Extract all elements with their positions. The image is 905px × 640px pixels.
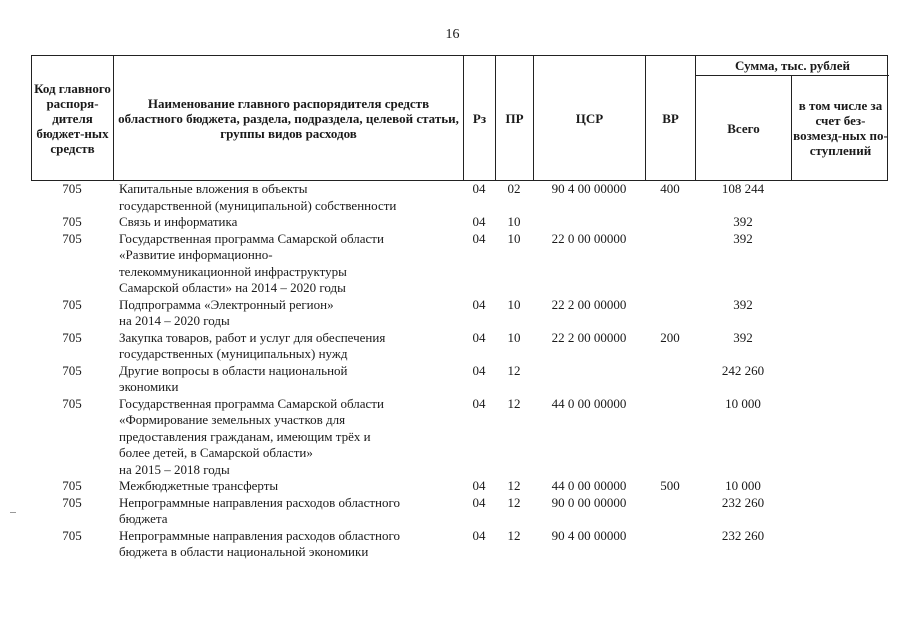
row-name-line: Непрограммные направления расходов областного bbox=[119, 527, 400, 543]
row-rz: 04 bbox=[472, 296, 486, 312]
row-name bbox=[119, 528, 465, 561]
header-code: Код главного распоря-дителя бюджет-ных средств bbox=[32, 56, 114, 180]
row-name-line: Государственная программа Самарской области bbox=[119, 230, 384, 246]
row-code: 705 bbox=[62, 181, 82, 196]
table-row bbox=[31, 181, 888, 214]
table-row bbox=[31, 214, 888, 231]
row-pr: 12 bbox=[507, 478, 521, 493]
row-name-line: Закупка товаров, работ и услуг для обеспечения bbox=[119, 329, 386, 345]
table-row bbox=[31, 330, 888, 363]
row-name bbox=[119, 214, 465, 231]
header-vr: ВР bbox=[646, 56, 696, 180]
row-pr: 10 bbox=[507, 296, 521, 312]
row-total: 232 260 bbox=[721, 494, 765, 510]
row-pr: 02 bbox=[507, 181, 521, 196]
table-row bbox=[31, 363, 888, 396]
row-name-line: на 2015 – 2018 годы bbox=[119, 461, 230, 477]
row-name-line: «Развитие информационно- bbox=[119, 247, 273, 262]
row-rz: 04 bbox=[472, 362, 486, 378]
row-csr: 44 0 00 00000 bbox=[551, 478, 627, 493]
row-name-line: Межбюджетные трансферты bbox=[119, 478, 279, 493]
row-csr: 44 0 00 00000 bbox=[551, 395, 627, 411]
page-number: 16 bbox=[445, 27, 460, 42]
row-total: 10 000 bbox=[725, 395, 761, 411]
row-code: 705 bbox=[62, 296, 82, 312]
row-name-line: Самарской области» на 2014 – 2020 годы bbox=[119, 280, 346, 295]
row-rz: 04 bbox=[472, 230, 486, 246]
table-row bbox=[31, 495, 888, 528]
row-code: 705 bbox=[62, 395, 82, 411]
row-code: 705 bbox=[62, 230, 82, 246]
row-csr: 90 4 00 00000 bbox=[551, 181, 627, 196]
row-code: 705 bbox=[62, 329, 82, 345]
header-total: Всего bbox=[696, 76, 792, 180]
row-csr: 22 2 00 00000 bbox=[551, 329, 627, 345]
row-name-line: Непрограммные направления расходов областного bbox=[119, 494, 400, 510]
row-csr: 22 2 00 00000 bbox=[551, 296, 627, 312]
header-sum: Сумма, тыс. рублей bbox=[696, 56, 889, 76]
header-csr: ЦСР bbox=[534, 56, 646, 180]
row-rz: 04 bbox=[472, 527, 486, 543]
row-pr: 10 bbox=[507, 230, 521, 246]
table-row bbox=[31, 231, 888, 297]
row-code: 705 bbox=[62, 494, 82, 510]
row-name-line: Связь и информатика bbox=[119, 214, 238, 229]
row-name-line: государственных (муниципальных) нужд bbox=[119, 346, 348, 361]
row-name-line: бюджета в области национальной экономики bbox=[119, 544, 369, 559]
row-code: 705 bbox=[62, 478, 82, 493]
row-total: 108 244 bbox=[721, 181, 765, 196]
row-pr: 10 bbox=[507, 214, 521, 229]
row-rz: 04 bbox=[472, 181, 486, 196]
row-name bbox=[119, 396, 465, 479]
row-pr: 10 bbox=[507, 329, 521, 345]
row-rz: 04 bbox=[472, 214, 486, 229]
row-name bbox=[119, 297, 465, 330]
row-name-line: экономики bbox=[119, 379, 179, 394]
row-name bbox=[119, 363, 465, 396]
table-header bbox=[31, 55, 888, 181]
header-sum-group bbox=[696, 56, 889, 180]
row-name bbox=[119, 495, 465, 528]
row-total: 392 bbox=[733, 296, 753, 312]
row-name-line: Капитальные вложения в объекты bbox=[119, 181, 308, 196]
row-name-line: государственной (муниципальной) собственности bbox=[119, 197, 397, 213]
row-rz: 04 bbox=[472, 329, 486, 345]
row-rz: 04 bbox=[472, 395, 486, 411]
table-row bbox=[31, 297, 888, 330]
row-csr: 90 4 00 00000 bbox=[551, 527, 627, 543]
row-code: 705 bbox=[62, 214, 82, 229]
row-code: 705 bbox=[62, 362, 82, 378]
header-free: в том числе за счет без-возмезд-ных по-ступлений bbox=[793, 98, 888, 158]
row-name-line: «Формирование земельных участков для bbox=[119, 412, 346, 427]
header-pr: ПР bbox=[496, 56, 534, 180]
row-total: 242 260 bbox=[721, 362, 765, 378]
table-body bbox=[31, 181, 888, 561]
header-name: Наименование главного распорядителя средств областного бюджета, раздела, подраздела, целевой статьи, группы видов расходов bbox=[114, 56, 464, 180]
header-rz: Рз bbox=[464, 56, 496, 180]
row-name-line: Подпрограмма «Электронный регион» bbox=[119, 296, 334, 312]
row-total: 232 260 bbox=[721, 527, 765, 543]
row-name bbox=[119, 231, 465, 297]
row-name bbox=[119, 478, 465, 495]
row-pr: 12 bbox=[507, 527, 521, 543]
row-rz: 04 bbox=[472, 478, 486, 493]
row-pr: 12 bbox=[507, 494, 521, 510]
row-rz: 04 bbox=[472, 494, 486, 510]
row-vr: 200 bbox=[660, 329, 680, 345]
row-name-line: предоставления гражданам, имеющим трёх и bbox=[119, 428, 371, 444]
row-name-line: Государственная программа Самарской области bbox=[119, 395, 384, 411]
row-name bbox=[119, 330, 465, 363]
row-vr: 400 bbox=[660, 181, 680, 196]
row-name-line: Другие вопросы в области национальной bbox=[119, 362, 348, 378]
row-name-line: на 2014 – 2020 годы bbox=[119, 313, 230, 328]
table-row bbox=[31, 528, 888, 561]
row-name-line: бюджета bbox=[119, 511, 168, 526]
row-total: 392 bbox=[733, 329, 753, 345]
table-row bbox=[31, 478, 888, 495]
row-csr: 90 0 00 00000 bbox=[551, 494, 627, 510]
row-total: 392 bbox=[733, 214, 753, 229]
row-name-line: более детей, в Самарской области» bbox=[119, 445, 313, 460]
row-total: 10 000 bbox=[725, 478, 761, 493]
row-code: 705 bbox=[62, 527, 82, 543]
row-vr: 500 bbox=[660, 478, 680, 493]
row-pr: 12 bbox=[507, 362, 521, 378]
row-total: 392 bbox=[733, 230, 753, 246]
scan-mark bbox=[10, 512, 16, 513]
row-name-line: телекоммуникационной инфраструктуры bbox=[119, 263, 347, 279]
row-csr: 22 0 00 00000 bbox=[551, 230, 627, 246]
row-pr: 12 bbox=[507, 395, 521, 411]
row-name bbox=[119, 181, 465, 214]
table-row bbox=[31, 396, 888, 479]
